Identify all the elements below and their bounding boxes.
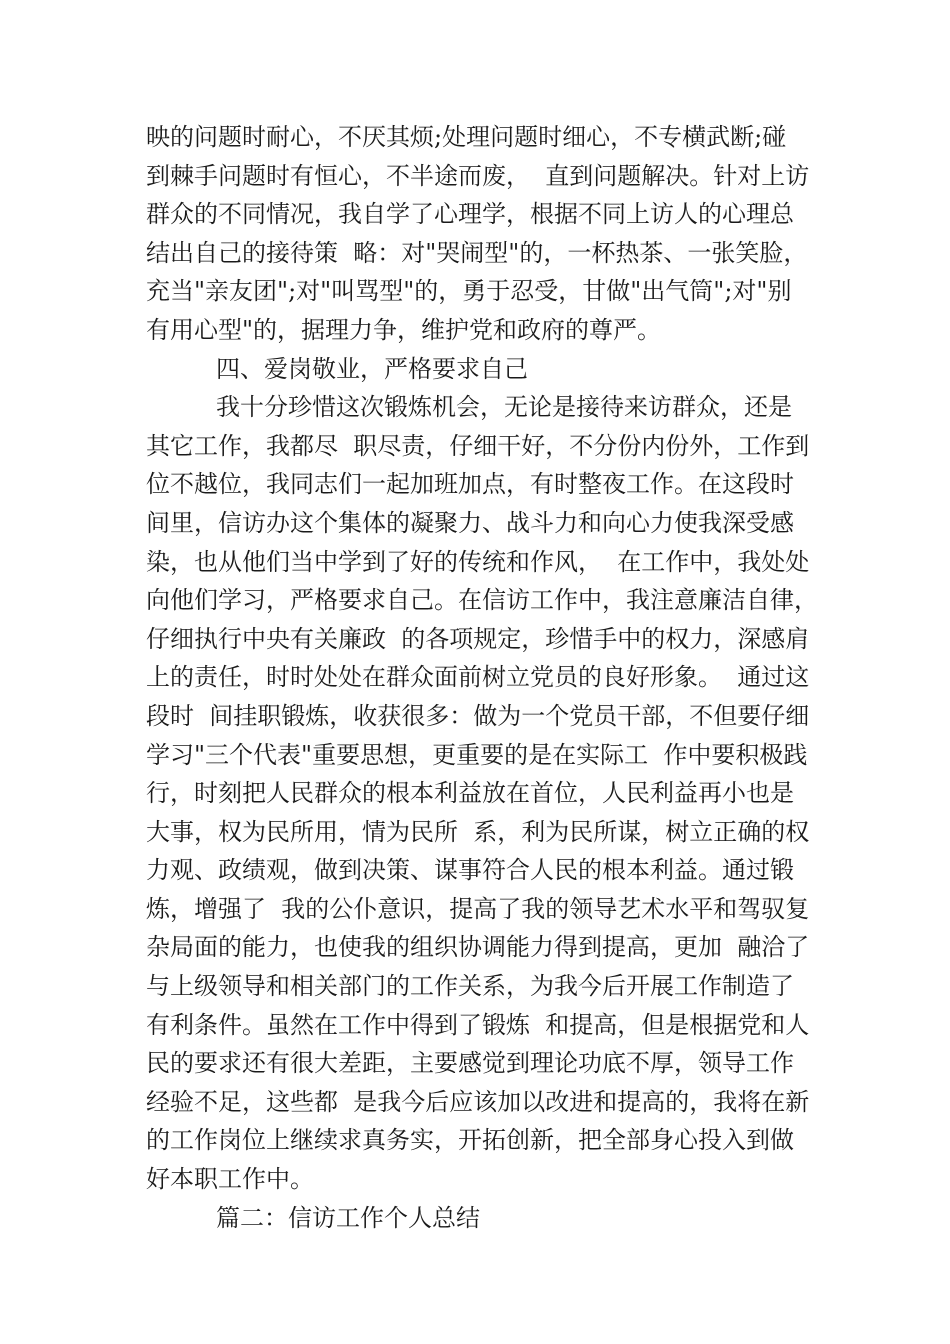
text-line: 经验不足，这些都 是我今后应该加以改进和提高的，我将在新 [146, 1087, 810, 1116]
text-line: 行，时刻把人民群众的根本利益放在首位，人民利益再小也是 [146, 779, 794, 808]
text-line: 映的问题时耐心，不厌其烦;处理问题时细心，不专横武断;碰 [146, 123, 787, 151]
text-line: 与上级领导和相关部门的工作关系，为我今后开展工作制造了 [146, 972, 794, 1001]
paragraph-start-line: 篇二：信访工作个人总结 [216, 1203, 480, 1232]
text-line: 向他们学习，严格要求自己。在信访工作中，我注意廉洁自律， [146, 586, 818, 615]
text-line: 到棘手问题时有恒心，不半途而废， 直到问题解决。针对上访 [146, 161, 810, 190]
text-line: 群众的不同情况，我自学了心理学，根据不同上访人的心理总 [146, 200, 794, 229]
paragraph-start-line: 四、爱岗敬业，严格要求自己 [216, 354, 528, 383]
text-line: 段时 间挂职锻炼，收获很多：做为一个党员干部，不但要仔细 [146, 701, 810, 730]
text-line: 上的责任，时时处处在群众面前树立党员的良好形象。 通过这 [146, 663, 810, 692]
text-line: 有利条件。虽然在工作中得到了锻炼 和提高，但是根据党和人 [146, 1010, 810, 1039]
paragraph-start-line: 我十分珍惜这次锻炼机会，无论是接待来访群众，还是 [216, 393, 792, 422]
text-line: 好本职工作中。 [146, 1165, 314, 1194]
text-line: 仔细执行中央有关廉政 的各项规定，珍惜手中的权力，深感肩 [146, 624, 810, 653]
text-line: 民的要求还有很大差距，主要感觉到理论功底不厚，领导工作 [146, 1049, 794, 1078]
body-text [146, 118, 818, 1237]
text-line: 力观、政绩观，做到决策、谋事符合人民的根本利益。通过锻 [146, 856, 794, 885]
text-line: 大事，权为民所用，情为民所 系，利为民所谋，树立正确的权 [146, 817, 810, 846]
text-line: 位不越位，我同志们一起加班加点，有时整夜工作。在这段时 [146, 470, 794, 499]
text-line: 充当"亲友团";对"叫骂型"的，勇于忍受，甘做"出气筒";对"别 [146, 277, 792, 306]
text-line: 间里，信访办这个集体的凝聚力、战斗力和向心力使我深受感 [146, 508, 794, 537]
text-line: 炼，增强了 我的公仆意识，提高了我的领导艺术水平和驾驭复 [146, 894, 810, 923]
text-line: 学习"三个代表"重要思想，更重要的是在实际工 作中要积极践 [146, 740, 808, 769]
text-line: 杂局面的能力，也使我的组织协调能力得到提高，更加 融洽了 [146, 933, 810, 962]
text-line: 结出自己的接待策 略：对"哭闹型"的，一杯热茶、一张笑脸， [146, 238, 808, 267]
text-line: 的工作岗位上继续求真务实，开拓创新，把全部身心投入到做 [146, 1126, 794, 1155]
text-line: 其它工作，我都尽 职尽责，仔细干好，不分份内份外，工作到 [146, 431, 810, 460]
text-line: 染，也从他们当中学到了好的传统和作风， 在工作中，我处处 [146, 547, 810, 576]
text-line: 有用心型"的，据理力争，维护党和政府的尊严。 [146, 315, 662, 344]
